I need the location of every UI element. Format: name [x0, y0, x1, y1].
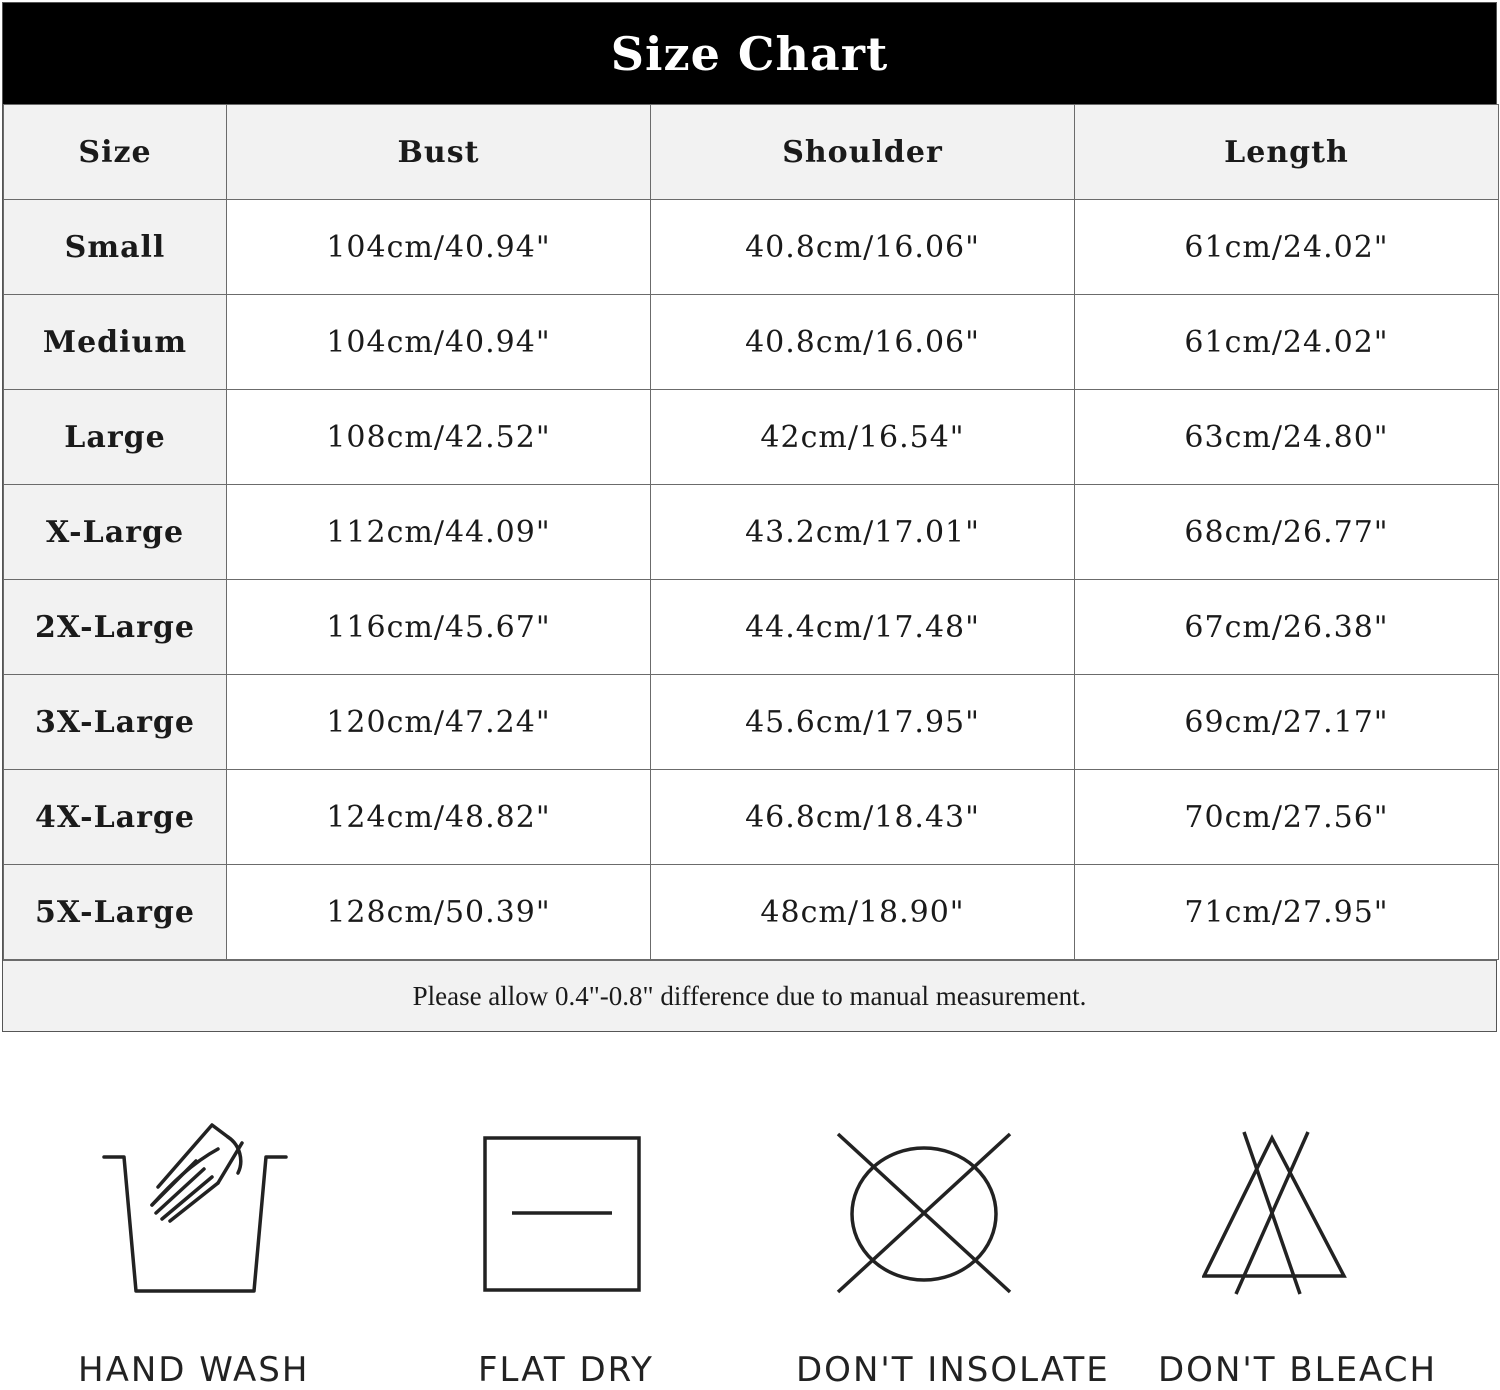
size-cell: Small	[4, 200, 227, 295]
table-row	[4, 580, 1499, 675]
size-cell: Medium	[4, 295, 227, 390]
length-cell: 67cm/26.38"	[1075, 580, 1499, 675]
bust-cell: 128cm/50.39"	[227, 865, 651, 960]
do-not-insolate-icon	[834, 1130, 1014, 1296]
bust-cell: 104cm/40.94"	[227, 295, 651, 390]
header-length: Length	[1075, 105, 1499, 200]
length-cell: 61cm/24.02"	[1075, 295, 1499, 390]
size-cell: X-Large	[4, 485, 227, 580]
shoulder-cell: 46.8cm/18.43"	[651, 770, 1075, 865]
table-row	[4, 390, 1499, 485]
size-cell: 3X-Large	[4, 675, 227, 770]
length-cell: 71cm/27.95"	[1075, 865, 1499, 960]
length-cell: 63cm/24.80"	[1075, 390, 1499, 485]
shoulder-cell: 48cm/18.90"	[651, 865, 1075, 960]
hand-wash-icon	[100, 1115, 290, 1295]
flat-dry-icon	[482, 1135, 642, 1295]
table-row	[4, 770, 1499, 865]
table-row	[4, 485, 1499, 580]
care-label-do-not-insolate: DON'T INSOLATE	[796, 1350, 1110, 1390]
chart-title: Size Chart	[3, 3, 1496, 104]
care-instructions	[0, 1100, 1500, 1389]
care-label-hand-wash: HAND WASH	[78, 1350, 310, 1390]
shoulder-cell: 44.4cm/17.48"	[651, 580, 1075, 675]
bust-cell: 108cm/42.52"	[227, 390, 651, 485]
shoulder-cell: 40.8cm/16.06"	[651, 295, 1075, 390]
length-cell: 70cm/27.56"	[1075, 770, 1499, 865]
shoulder-cell: 43.2cm/17.01"	[651, 485, 1075, 580]
measurement-note: Please allow 0.4"-0.8" difference due to manual measurement.	[3, 960, 1496, 1031]
length-cell: 61cm/24.02"	[1075, 200, 1499, 295]
size-cell: 4X-Large	[4, 770, 227, 865]
shoulder-cell: 40.8cm/16.06"	[651, 200, 1075, 295]
bust-cell: 112cm/44.09"	[227, 485, 651, 580]
bust-cell: 120cm/47.24"	[227, 675, 651, 770]
size-cell: 2X-Large	[4, 580, 227, 675]
table-row	[4, 865, 1499, 960]
size-table	[3, 104, 1499, 960]
length-cell: 68cm/26.77"	[1075, 485, 1499, 580]
table-row	[4, 675, 1499, 770]
bust-cell: 124cm/48.82"	[227, 770, 651, 865]
length-cell: 69cm/27.17"	[1075, 675, 1499, 770]
size-chart	[2, 2, 1497, 1032]
care-label-do-not-bleach: DON'T BLEACH	[1158, 1350, 1438, 1390]
header-shoulder: Shoulder	[651, 105, 1075, 200]
care-label-flat-dry: FLAT DRY	[478, 1350, 654, 1390]
header-row	[4, 105, 1499, 200]
shoulder-cell: 45.6cm/17.95"	[651, 675, 1075, 770]
shoulder-cell: 42cm/16.54"	[651, 390, 1075, 485]
bust-cell: 116cm/45.67"	[227, 580, 651, 675]
table-row	[4, 295, 1499, 390]
header-size: Size	[4, 105, 227, 200]
size-cell: Large	[4, 390, 227, 485]
header-bust: Bust	[227, 105, 651, 200]
do-not-bleach-icon	[1202, 1130, 1348, 1296]
table-row	[4, 200, 1499, 295]
size-cell: 5X-Large	[4, 865, 227, 960]
bust-cell: 104cm/40.94"	[227, 200, 651, 295]
